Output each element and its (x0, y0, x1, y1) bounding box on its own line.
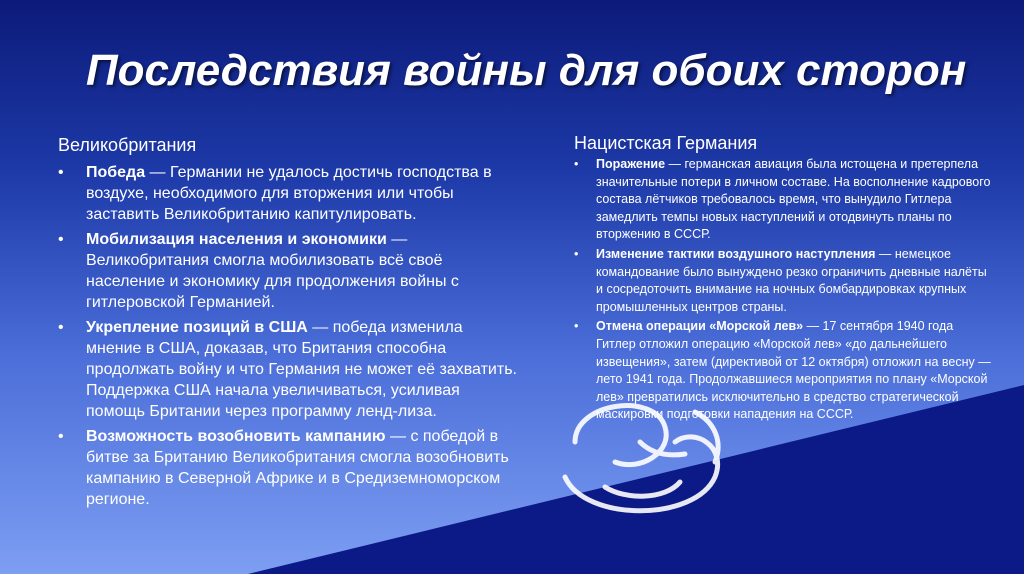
britain-column (58, 135, 518, 514)
item-term: Победа (86, 164, 146, 181)
item-text: — 17 сентября 1940 года Гитлер отложил операцию «Морской лев» «до дальнейшего извещения», затем (директивой от 12 октября) отложил на весну — лето 1941 года. Продолжавшиеся мероприятия по плану «Морской лев» превратились исключительно в средство стратегической маскировки подготовки нападения на СССР. (596, 319, 991, 422)
item-term: Изменение тактики воздушного наступления (596, 246, 876, 261)
item-term: Поражение (596, 157, 666, 171)
list-item (58, 162, 518, 225)
bullet: • (58, 164, 64, 181)
britain-list (58, 162, 518, 510)
britain-heading: Великобритания (58, 135, 197, 155)
bullet: • (58, 428, 64, 445)
item-text: — Великобритания смогла мобилизовать всё своё население и экономику для продолжения войны с гитлеровской Германией. (86, 231, 459, 311)
item-term: Мобилизация населения и экономики (86, 231, 387, 248)
item-text: — германская авиация была истощена и претерпела значительные потери в личном составе. На восполнение кадрового состава лётчиков требовалось время, что вынудило Гитлера замедлить темпы новых наступлений и отодвинуть планы по вторжению в СССР. (596, 157, 991, 242)
item-text: — Германии не удалось достичь господства в воздухе, необходимого для вторжения или чтобы заставить Великобританию капитулировать. (86, 164, 492, 223)
germany-list (574, 156, 994, 424)
germany-heading: Нацистская Германия (574, 133, 758, 153)
item-text: — победа изменила мнение в США, доказав, что Британия способна продолжать войну и что Германия не может её захватить. Поддержка США начала увеличиваться, усиливая помощь Британии через программу ленд-лиза. (86, 319, 517, 420)
item-text: — с победой в битве за Британию Великобритания смогла возобновить кампанию в Северной Африке и в Средиземноморском регионе. (86, 428, 509, 508)
bullet: • (574, 157, 579, 171)
list-item (58, 317, 518, 422)
bullet: • (58, 319, 64, 336)
bullet: • (574, 319, 579, 334)
item-term: Укрепление позиций в США (86, 319, 308, 336)
germany-column (574, 133, 994, 426)
list-item (574, 156, 994, 244)
list-item (58, 229, 518, 313)
list-item (574, 246, 994, 316)
item-text: — немецкое командование было вынуждено резко ограничить дневные налёты и сосредоточить внимание на ночных бомбардировках крупных промышленных центров страны. (596, 246, 987, 314)
item-term: Отмена операции «Морской лев» (596, 319, 804, 334)
list-item (574, 318, 994, 424)
item-term: Возможность возобновить кампанию (86, 428, 386, 445)
bullet: • (58, 231, 64, 248)
list-item (58, 426, 518, 510)
bullet: • (574, 246, 579, 261)
slide-title: Последствия войны для обоих сторон (86, 46, 967, 95)
